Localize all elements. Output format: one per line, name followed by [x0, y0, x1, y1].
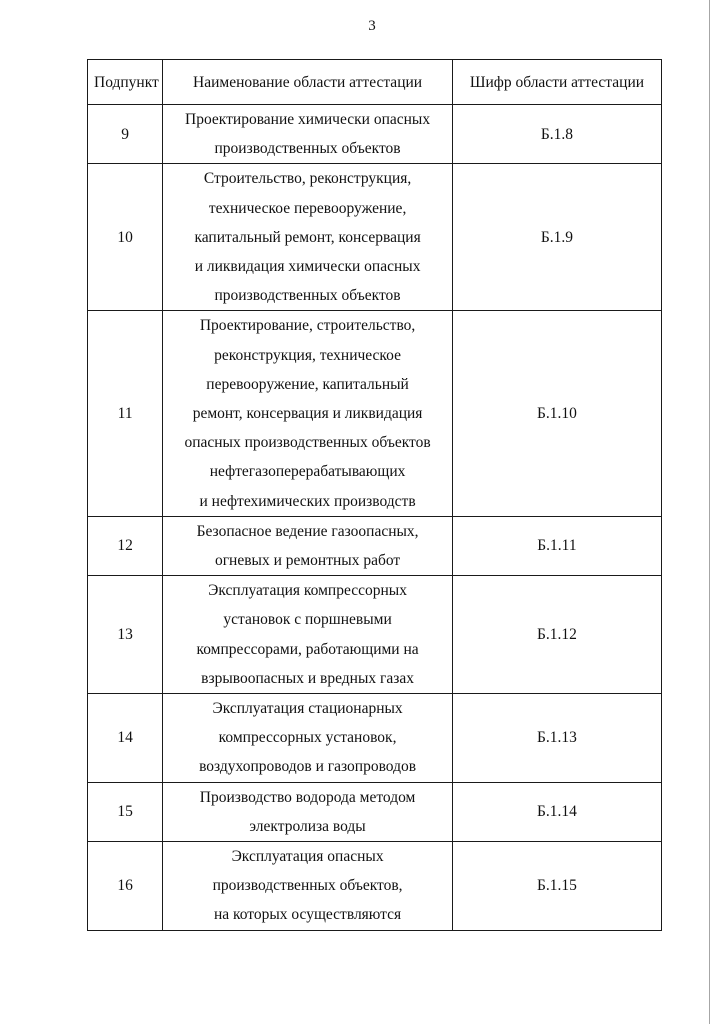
cell-subitem: 10: [88, 164, 163, 311]
table-row: [88, 576, 662, 694]
cell-code: Б.1.13: [452, 694, 661, 783]
cell-subitem: 14: [88, 694, 163, 783]
cell-code: Б.1.9: [452, 164, 661, 311]
cell-name-line: компрессорами, работающими на: [196, 640, 419, 658]
cell-name-line: Производство водорода методом: [199, 788, 416, 806]
cell-name: [163, 842, 453, 931]
cell-code: Б.1.10: [452, 311, 661, 516]
cell-name-line: нефтегазоперерабатывающих: [209, 463, 406, 481]
table-body: [88, 105, 662, 931]
cell-name-line: ремонт, консервация и ликвидация: [192, 405, 423, 423]
cell-code: Б.1.15: [452, 842, 661, 931]
cell-name-line: перевооружение, капитальный: [206, 375, 409, 393]
cell-name-line: установок с поршневыми: [223, 611, 392, 629]
page-number: 3: [368, 18, 376, 34]
cell-code: Б.1.11: [452, 516, 661, 575]
cell-name-line: взрывоопасных и вредных газах: [201, 669, 414, 687]
cell-name-line: производственных объектов: [214, 287, 401, 305]
cell-name-line: электролиза воды: [249, 817, 366, 835]
cell-name: [163, 105, 453, 164]
table-row: [88, 105, 662, 164]
cell-name: [163, 516, 453, 575]
cell-name-line: Проектирование, строительство,: [199, 317, 416, 335]
cell-name-line: Безопасное ведение газоопасных,: [196, 522, 419, 540]
cell-name-line: компрессорных установок,: [218, 729, 397, 747]
cell-name-line: Строительство, реконструкция,: [203, 170, 412, 188]
cell-subitem: 12: [88, 516, 163, 575]
cell-name-line: Эксплуатация компрессорных: [208, 582, 407, 600]
cell-name: [163, 164, 453, 311]
table-header-row: [88, 60, 662, 105]
header-subitem: Подпункт: [88, 60, 163, 105]
cell-name-line: Проектирование химически опасных: [185, 111, 431, 128]
cell-name: [163, 311, 453, 516]
attestation-table: [87, 59, 662, 931]
cell-name-line: воздухопроводов и газопроводов: [199, 758, 417, 776]
cell-name-line: опасных производственных объектов: [184, 434, 431, 452]
cell-name-line: техническое перевооружение,: [208, 199, 407, 217]
scan-edge-line: [709, 0, 710, 1024]
cell-name-line: реконструкция, техническое: [214, 346, 401, 364]
cell-subitem: 9: [88, 105, 163, 164]
table-row: [88, 782, 662, 841]
cell-name-line: и ликвидация химически опасных: [194, 258, 421, 276]
cell-name-line: огневых и ремонтных работ: [214, 552, 401, 570]
cell-subitem: 11: [88, 311, 163, 516]
cell-subitem: 15: [88, 782, 163, 841]
table-row: [88, 694, 662, 783]
cell-name-line: Эксплуатация опасных: [231, 848, 384, 866]
cell-name-line: на которых осуществляются: [213, 906, 402, 924]
header-code: Шифр области аттестации: [452, 60, 661, 105]
cell-code: Б.1.8: [452, 105, 661, 164]
table-row: [88, 311, 662, 516]
cell-name-line: и нефтехимических производств: [199, 492, 416, 510]
cell-subitem: 16: [88, 842, 163, 931]
cell-name-line: Эксплуатация стационарных: [212, 700, 403, 718]
table-row: [88, 164, 662, 311]
table-row: [88, 842, 662, 931]
header-name: Наименование области аттестации: [163, 60, 453, 105]
cell-name-line: производственных объектов: [214, 140, 401, 158]
cell-name-line: производственных объектов,: [212, 877, 403, 895]
table-row: [88, 516, 662, 575]
cell-subitem: 13: [88, 576, 163, 694]
cell-name-line: капитальный ремонт, консервация: [194, 228, 421, 246]
cell-code: Б.1.14: [452, 782, 661, 841]
cell-name: [163, 576, 453, 694]
cell-code: Б.1.12: [452, 576, 661, 694]
cell-name: [163, 694, 453, 783]
cell-name: [163, 782, 453, 841]
